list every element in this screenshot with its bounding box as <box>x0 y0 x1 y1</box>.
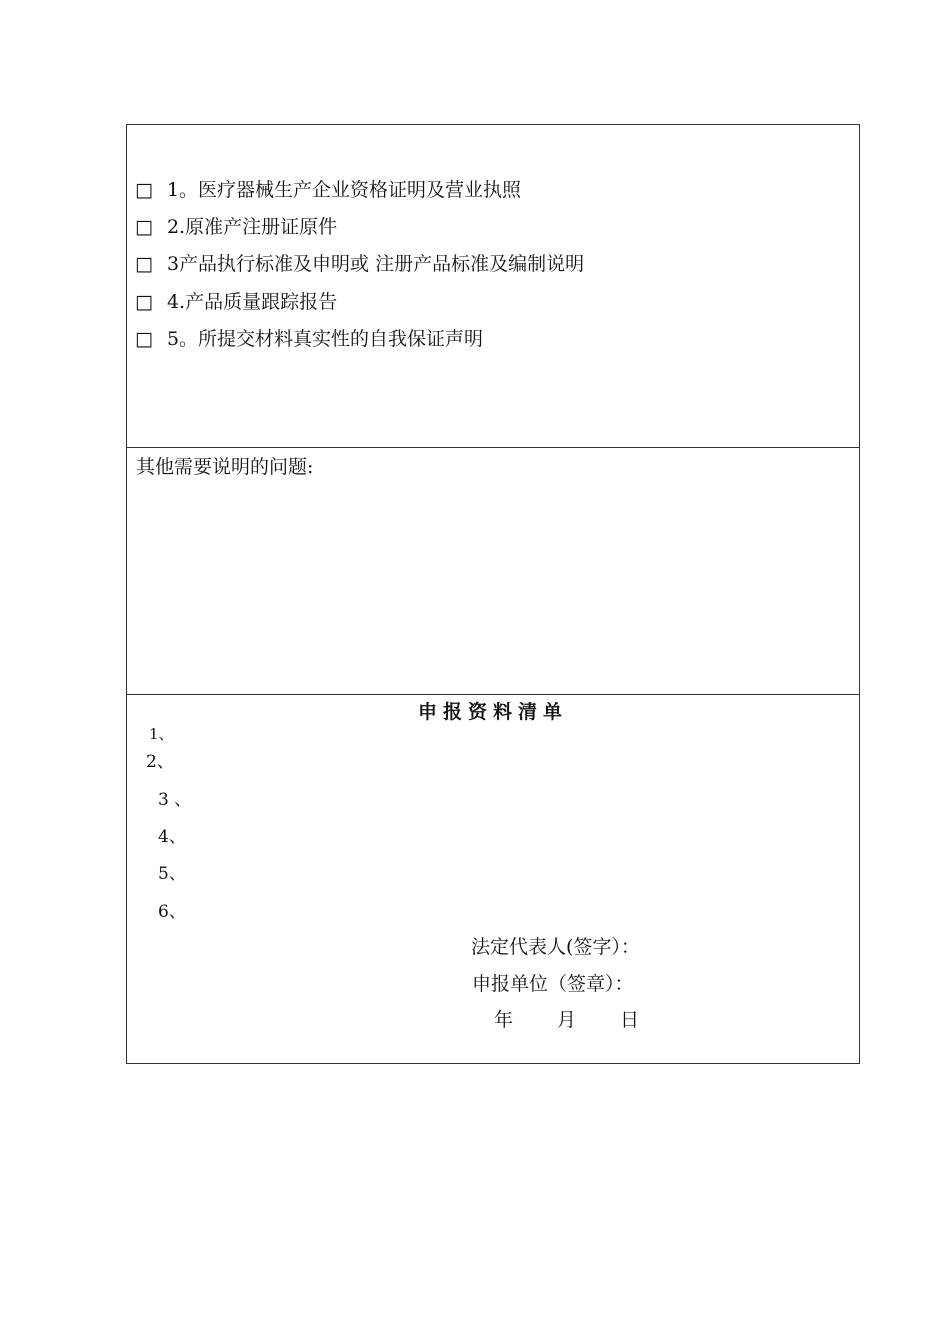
checklist-item[interactable] <box>135 212 337 239</box>
checklist-item-label: 4.产品质量跟踪报告 <box>166 291 338 313</box>
list-item: 4、 <box>158 827 186 847</box>
list-item: 3 、 <box>158 790 192 810</box>
checklist-item-label: 3产品执行标准及申明或 注册产品标准及编制说明 <box>166 253 585 275</box>
other-notes-label: 其他需要说明的问题: <box>136 456 314 478</box>
signature-date <box>494 1005 639 1032</box>
checklist-item-label: 1。医疗器械生产企业资格证明及营业执照 <box>166 179 522 201</box>
checkbox-icon[interactable]: □ <box>135 216 153 238</box>
checklist-section <box>127 125 859 447</box>
checklist-item[interactable] <box>135 249 584 276</box>
applicant-unit-seal-label: 申报单位（签章）： <box>472 973 634 995</box>
document-list-section <box>127 694 859 1065</box>
application-form <box>126 124 860 1064</box>
list-item: 1、 <box>149 725 174 743</box>
date-month-label: 月 <box>557 1009 577 1031</box>
checklist-item[interactable] <box>135 175 521 202</box>
checkbox-icon[interactable]: □ <box>135 179 153 201</box>
checkbox-icon[interactable]: □ <box>135 253 153 275</box>
checkbox-icon[interactable]: □ <box>135 328 153 350</box>
other-notes-section[interactable] <box>127 447 859 694</box>
checklist-item-label: 5。所提交材料真实性的自我保证声明 <box>166 328 484 350</box>
list-item: 2、 <box>146 752 174 772</box>
list-item: 6、 <box>158 902 186 922</box>
date-day-label: 日 <box>620 1009 640 1031</box>
checkbox-icon[interactable]: □ <box>135 291 153 313</box>
checklist-item[interactable] <box>135 324 483 351</box>
date-year-label: 年 <box>494 1009 514 1031</box>
checklist-item[interactable] <box>135 287 337 314</box>
list-title: 申报资料清单 <box>417 701 568 723</box>
checklist-item-label: 2.原准产注册证原件 <box>166 216 338 238</box>
list-item: 5、 <box>158 864 186 884</box>
legal-representative-signature-label: 法定代表人(签字）： <box>471 936 640 958</box>
